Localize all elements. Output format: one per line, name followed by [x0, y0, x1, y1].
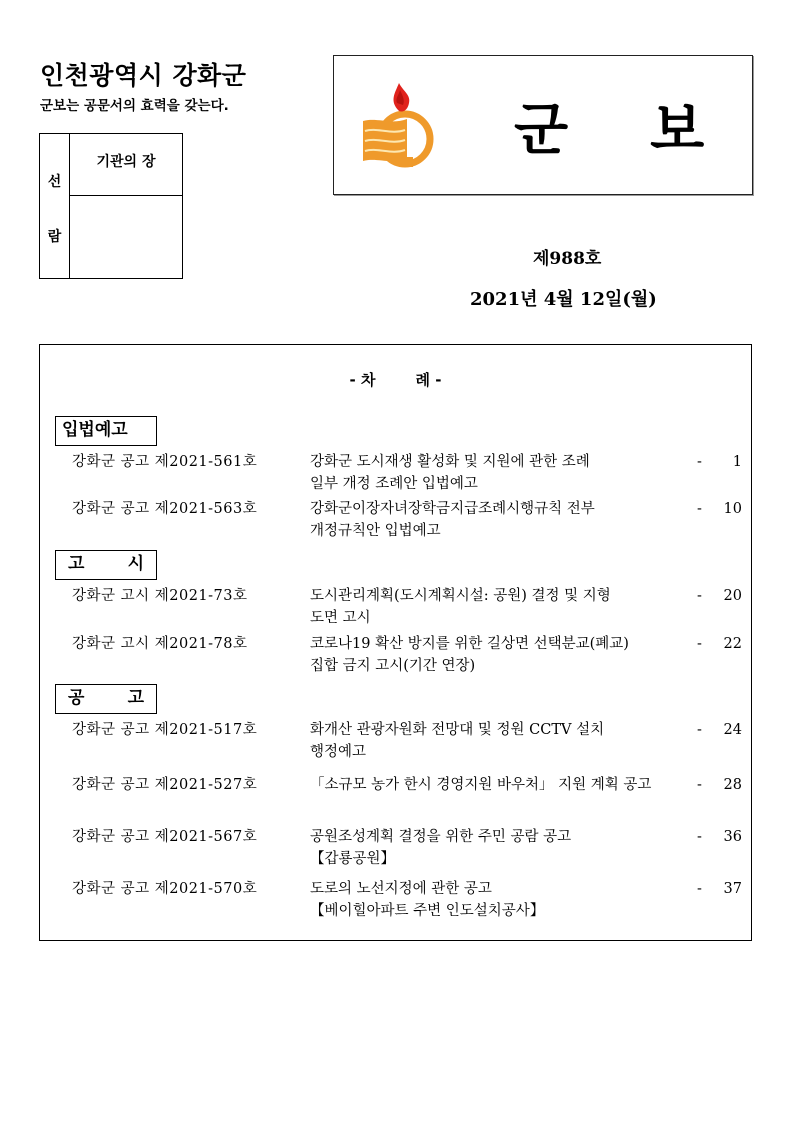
entry-page: 37 — [723, 881, 742, 897]
entry-leader: - — [697, 777, 702, 793]
entry-page: 22 — [723, 636, 742, 652]
entry-leader: - — [697, 501, 702, 517]
issue-date: 2021년 4월 12일(월) — [470, 289, 657, 310]
entry-title: 강화군이장자녀장학금지급조례시행규칙 전부 개정규칙안 입법예고 — [310, 501, 595, 539]
review-signature-area — [70, 196, 182, 278]
entry-ref: 강화군 공고 제2021-561호 — [72, 454, 258, 470]
entry-leader: - — [697, 636, 702, 652]
review-side-char-2: 람 — [47, 229, 62, 245]
masthead-title-char-1: 군 — [514, 98, 569, 163]
entry-leader: - — [697, 881, 702, 897]
entry-page: 20 — [723, 588, 742, 604]
entry-page: 28 — [723, 777, 742, 793]
section-label-announcement: 공 고 — [55, 684, 157, 714]
table-of-contents — [39, 344, 752, 941]
review-side-label — [40, 134, 70, 278]
entry-title: 강화군 도시재생 활성화 및 지원에 관한 조례 일부 개정 조례안 입법예고 — [310, 454, 590, 492]
entry-page: 10 — [723, 501, 742, 517]
org-subtitle: 군보는 공문서의 효력을 갖는다. — [40, 98, 229, 114]
masthead — [333, 55, 753, 195]
entry-leader: - — [697, 722, 702, 738]
entry-title: 화개산 관광자원화 전망대 및 정원 CCTV 설치 행정예고 — [310, 722, 605, 760]
entry-ref: 강화군 고시 제2021-73호 — [72, 588, 248, 604]
entry-leader: - — [697, 454, 702, 470]
masthead-title — [514, 86, 704, 166]
entry-leader: - — [697, 588, 702, 604]
entry-ref: 강화군 공고 제2021-527호 — [72, 777, 258, 793]
section-label-public-notice: 고 시 — [55, 550, 157, 580]
entry-title: 「소규모 농가 한시 경영지원 바우처」 지원 계획 공고 — [310, 777, 652, 793]
ganghwa-county-emblem-icon — [359, 81, 439, 176]
entry-ref: 강화군 공고 제2021-517호 — [72, 722, 258, 738]
entry-title: 도시관리계획(도시계획시설: 공원) 결정 및 지형 도면 고시 — [310, 588, 611, 626]
review-head-label: 기관의 장 — [70, 134, 182, 196]
section-label-legislative-notice: 입법예고 — [55, 416, 157, 446]
entry-page: 36 — [723, 829, 742, 845]
entry-ref: 강화군 공고 제2021-570호 — [72, 881, 258, 897]
entry-title: 코로나19 확산 방지를 위한 길상면 선택분교(폐교) 집합 금지 고시(기간 연장) — [310, 636, 629, 674]
review-box — [39, 133, 183, 279]
entry-page: 24 — [723, 722, 742, 738]
entry-leader: - — [697, 829, 702, 845]
entry-title: 공원조성계획 결정을 위한 주민 공람 공고 【갑룡공원】 — [310, 829, 572, 867]
entry-ref: 강화군 공고 제2021-563호 — [72, 501, 258, 517]
entry-ref: 강화군 고시 제2021-78호 — [72, 636, 248, 652]
org-title: 인천광역시 강화군 — [40, 61, 247, 90]
issue-number: 제988호 — [533, 249, 602, 269]
entry-title: 도로의 노선지정에 관한 공고 【베이힐아파트 주변 인도설치공사】 — [310, 881, 545, 919]
entry-ref: 강화군 공고 제2021-567호 — [72, 829, 258, 845]
review-side-char-1: 선 — [47, 174, 62, 190]
toc-title: - 차 례 - — [349, 371, 442, 389]
masthead-title-char-2: 보 — [650, 98, 705, 163]
entry-page: 1 — [732, 454, 742, 470]
